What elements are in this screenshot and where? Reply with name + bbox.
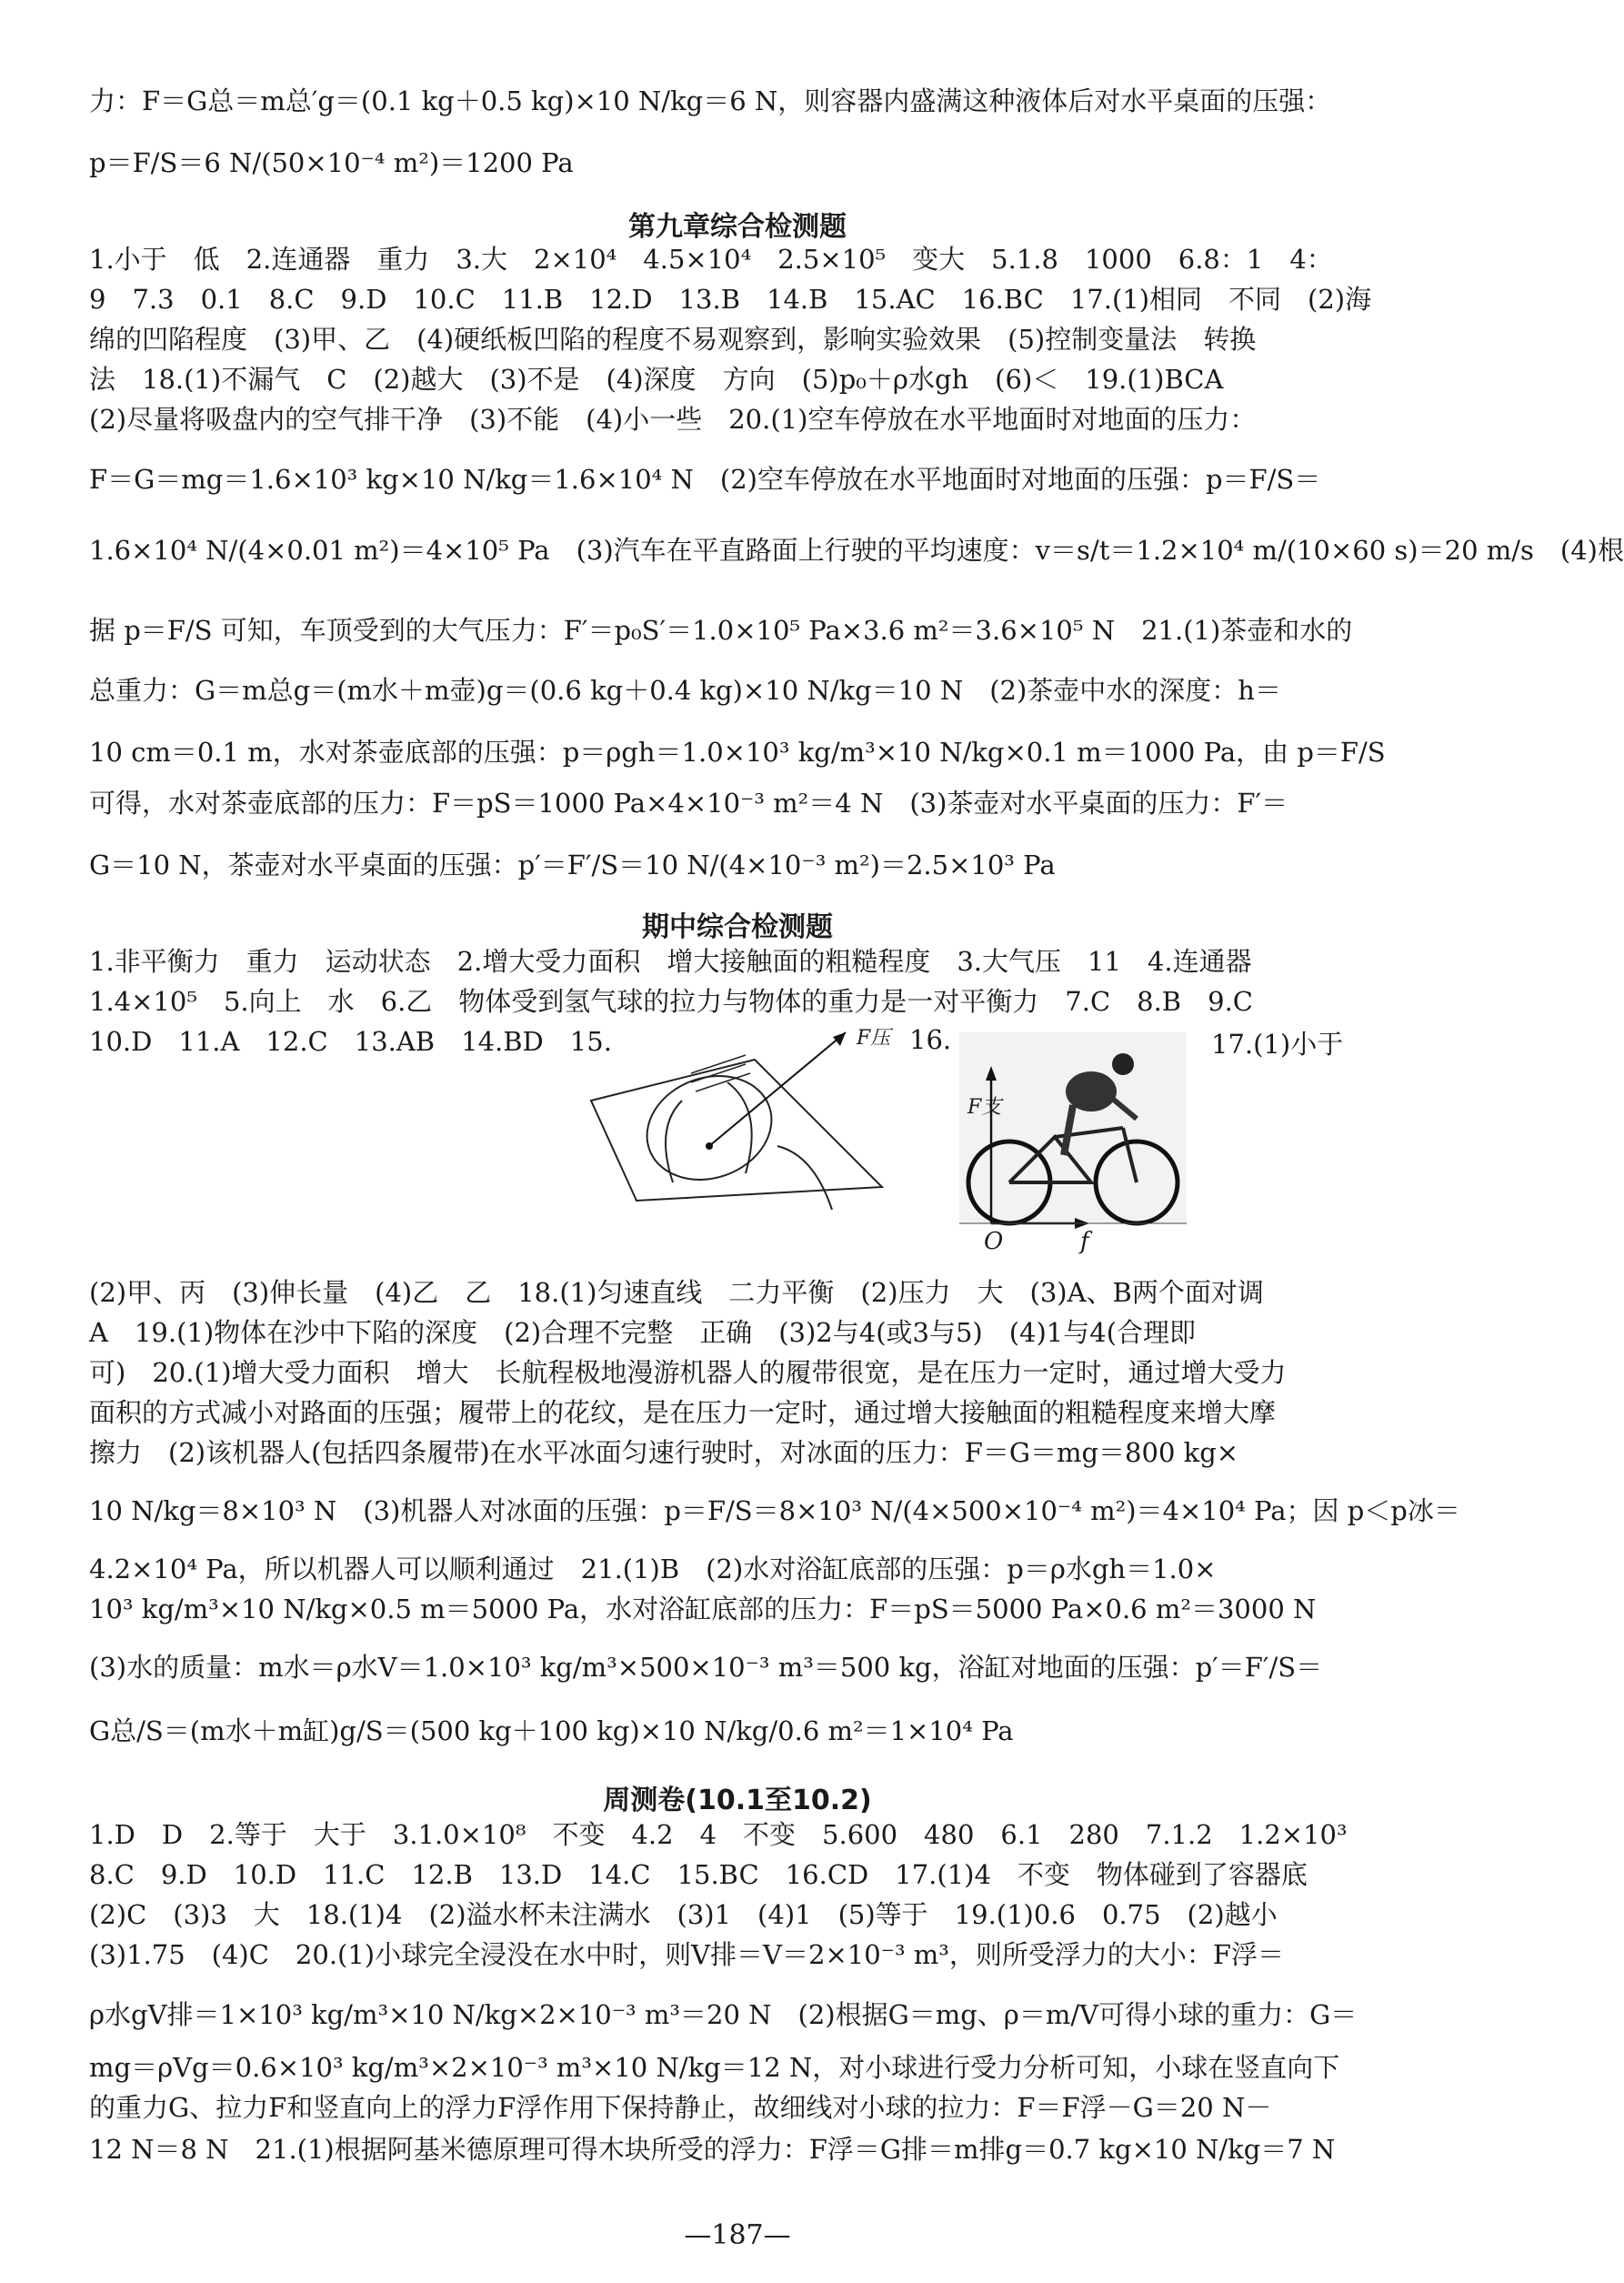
text-line: (3)1.75 (4)C 20.(1)小球完全浸没在水中时，则V排＝V＝2×10⁻³ m³，则所受浮力的大小：F浮＝ — [89, 1939, 1285, 1970]
text-line: G＝10 N，茶壶对水平桌面的压强：p′＝F′/S＝10 N/(4×10⁻³ m²)＝2.5×10³ Pa — [89, 850, 1056, 880]
cylinder-diagram — [582, 1019, 946, 1219]
page-number: —187— — [684, 2219, 791, 2251]
text-line: 绵的凹陷程度 (3)甲、乙 (4)硬纸板凹陷的程度不易观察到，影响实验效果 (5)控制变量法 转换 — [89, 324, 1257, 355]
question-16-label: 16. — [909, 1024, 952, 1055]
figure-15-cylinder — [582, 1019, 946, 1219]
text-line: mg＝ρVg＝0.6×10³ kg/m³×2×10⁻³ m³×10 N/kg＝12 N，对小球进行受力分析可知，小球在竖直向下 — [89, 2052, 1340, 2083]
text-line: (2)尽量将吸盘内的空气排干净 (3)不能 (4)小一些 20.(1)空车停放在水平地面时对地面的压力： — [89, 404, 1257, 435]
text-line: F＝G＝mg＝1.6×10³ kg×10 N/kg＝1.6×10⁴ N (2)空车停放在水平地面时对地面的压强：p＝F/S＝ — [89, 464, 1321, 495]
text-line: p＝F/S＝6 N/(50×10⁻⁴ m²)＝1200 Pa — [89, 147, 574, 178]
text-line: G总/S＝(m水＋m缸)g/S＝(500 kg＋100 kg)×10 N/kg/0.6 m²＝1×10⁴ Pa — [89, 1715, 1014, 1746]
text-line: 12 N＝8 N 21.(1)根据阿基米德原理可得木块所受的浮力：F浮＝G排＝m排g＝0.7 kg×10 N/kg＝7 N — [89, 2134, 1336, 2165]
text-line: 1.6×10⁴ N/(4×0.01 m²)＝4×10⁵ Pa (3)汽车在平直路面上行驶的平均速度：v＝s/t＝1.2×10⁴ m/(10×60 s)＝20 m/s (4)根 — [89, 535, 1624, 566]
text-line: 可得，水对茶壶底部的压力：F＝pS＝1000 Pa×4×10⁻³ m²＝4 N (3)茶壶对水平桌面的压力：F′＝ — [89, 788, 1288, 819]
label-f-pressure: F压 — [857, 1027, 891, 1050]
text-line: (3)水的质量：m水＝ρ水V＝1.0×10³ kg/m³×500×10⁻³ m³＝500 kg，浴缸对地面的压强：p′＝F′/S＝ — [89, 1652, 1323, 1683]
text-line: ρ水gV排＝1×10³ kg/m³×10 N/kg×2×10⁻³ m³＝20 N (2)根据G＝mg、ρ＝m/V可得小球的重力：G＝ — [89, 1999, 1358, 2030]
text-line: 可) 20.(1)增大受力面积 增大 长航程极地漫游机器人的履带很宽，是在压力一定时，通过增大受力 — [89, 1357, 1287, 1388]
text-line: 8.C 9.D 10.D 11.C 12.B 13.D 14.C 15.BC 16.CD 17.(1)4 不变 物体碰到了容器底 — [89, 1859, 1308, 1890]
text-line: 1.D D 2.等于 大于 3.1.0×10⁸ 不变 4.2 4 不变 5.600 480 6.1 280 7.1.2 1.2×10³ — [89, 1819, 1348, 1850]
section-heading-chapter9: 第九章综合检测题 — [628, 211, 847, 243]
text-line: 10.D 11.A 12.C 13.AB 14.BD 15. — [89, 1026, 612, 1057]
text-line: 的重力G、拉力F和竖直向上的浮力F浮作用下保持静止，故细线对小球的拉力：F＝F浮－G＝20 N－ — [89, 2092, 1272, 2123]
label-f-support: F支 — [967, 1096, 1002, 1119]
text-line: 擦力 (2)该机器人(包括四条履带)在水平冰面匀速行驶时，对冰面的压力：F＝G＝mg＝800 kg× — [89, 1437, 1239, 1468]
text-line: 据 p＝F/S 可知，车顶受到的大气压力：F′＝p₀S′＝1.0×10⁵ Pa×3.6 m²＝3.6×10⁵ N 21.(1)茶壶和水的 — [89, 615, 1353, 646]
text-line: (2)甲、丙 (3)伸长量 (4)乙 乙 18.(1)匀速直线 二力平衡 (2)压力 大 (3)A、B两个面对调 — [89, 1277, 1264, 1308]
section-heading-midterm: 期中综合检测题 — [642, 911, 833, 943]
text-line: 9 7.3 0.1 8.C 9.D 10.C 11.B 12.D 13.B 14.B 15.AC 16.BC 17.(1)相同 不同 (2)海 — [89, 284, 1372, 315]
text-line: 10 cm＝0.1 m，水对茶壶底部的压强：p＝ρgh＝1.0×10³ kg/m³×10 N/kg×0.1 m＝1000 Pa，由 p＝F/S — [89, 737, 1386, 768]
text-line: A 19.(1)物体在沙中下陷的深度 (2)合理不完整 正确 (3)2与4(或3与5) (4)1与4(合理即 — [89, 1317, 1197, 1348]
text-line: (2)C (3)3 大 18.(1)4 (2)溢水杯未注满水 (3)1 (4)1 (5)等于 19.(1)0.6 0.75 (2)越小 — [89, 1899, 1278, 1930]
text-line: 10³ kg/m³×10 N/kg×0.5 m＝5000 Pa，水对浴缸底部的压力：F＝pS＝5000 Pa×0.6 m²＝3000 N — [89, 1594, 1317, 1624]
text-line: 总重力：G＝m总g＝(m水＋m壶)g＝(0.6 kg＋0.4 kg)×10 N/kg＝10 N (2)茶壶中水的深度：h＝ — [89, 675, 1281, 706]
text-line: 10 N/kg＝8×10³ N (3)机器人对冰面的压强：p＝F/S＝8×10³ N/(4×500×10⁻⁴ m²)＝4×10⁴ Pa；因 p＜p冰＝ — [89, 1495, 1460, 1526]
text-line: 面积的方式减小对路面的压强；履带上的花纹，是在压力一定时，通过增大接触面的粗糙程度来增大摩 — [89, 1397, 1277, 1428]
section-heading-weekly: 周测卷(10.1至10.2) — [603, 1785, 872, 1816]
label-f-friction: f — [1080, 1228, 1089, 1255]
text-line: 4.2×10⁴ Pa，所以机器人可以顺利通过 21.(1)B (2)水对浴缸底部的压强：p＝ρ水gh＝1.0× — [89, 1554, 1217, 1584]
text-line: 1.小于 低 2.连通器 重力 3.大 2×10⁴ 4.5×10⁴ 2.5×10⁵ 变大 5.1.8 1000 6.8：1 4： — [89, 244, 1333, 275]
label-origin: O — [984, 1228, 1004, 1255]
text-line: 力：F＝G总＝m总′g＝(0.1 kg＋0.5 kg)×10 N/kg＝6 N，则容器内盛满这种液体后对水平桌面的压强： — [89, 85, 1332, 116]
text-line: 1.4×10⁵ 5.向上 水 6.乙 物体受到氢气球的拉力与物体的重力是一对平衡力 7.C 8.B 9.C — [89, 986, 1253, 1017]
text-line: 1.非平衡力 重力 运动状态 2.增大受力面积 增大接触面的粗糙程度 3.大气压 11 4.连通器 — [89, 946, 1252, 977]
text-line: 法 18.(1)不漏气 C (2)越大 (3)不是 (4)深度 方向 (5)p₀＋ρ水gh (6)＜ 19.(1)BCA — [89, 364, 1224, 395]
question-17-label: 17.(1)小于 — [1211, 1029, 1344, 1060]
